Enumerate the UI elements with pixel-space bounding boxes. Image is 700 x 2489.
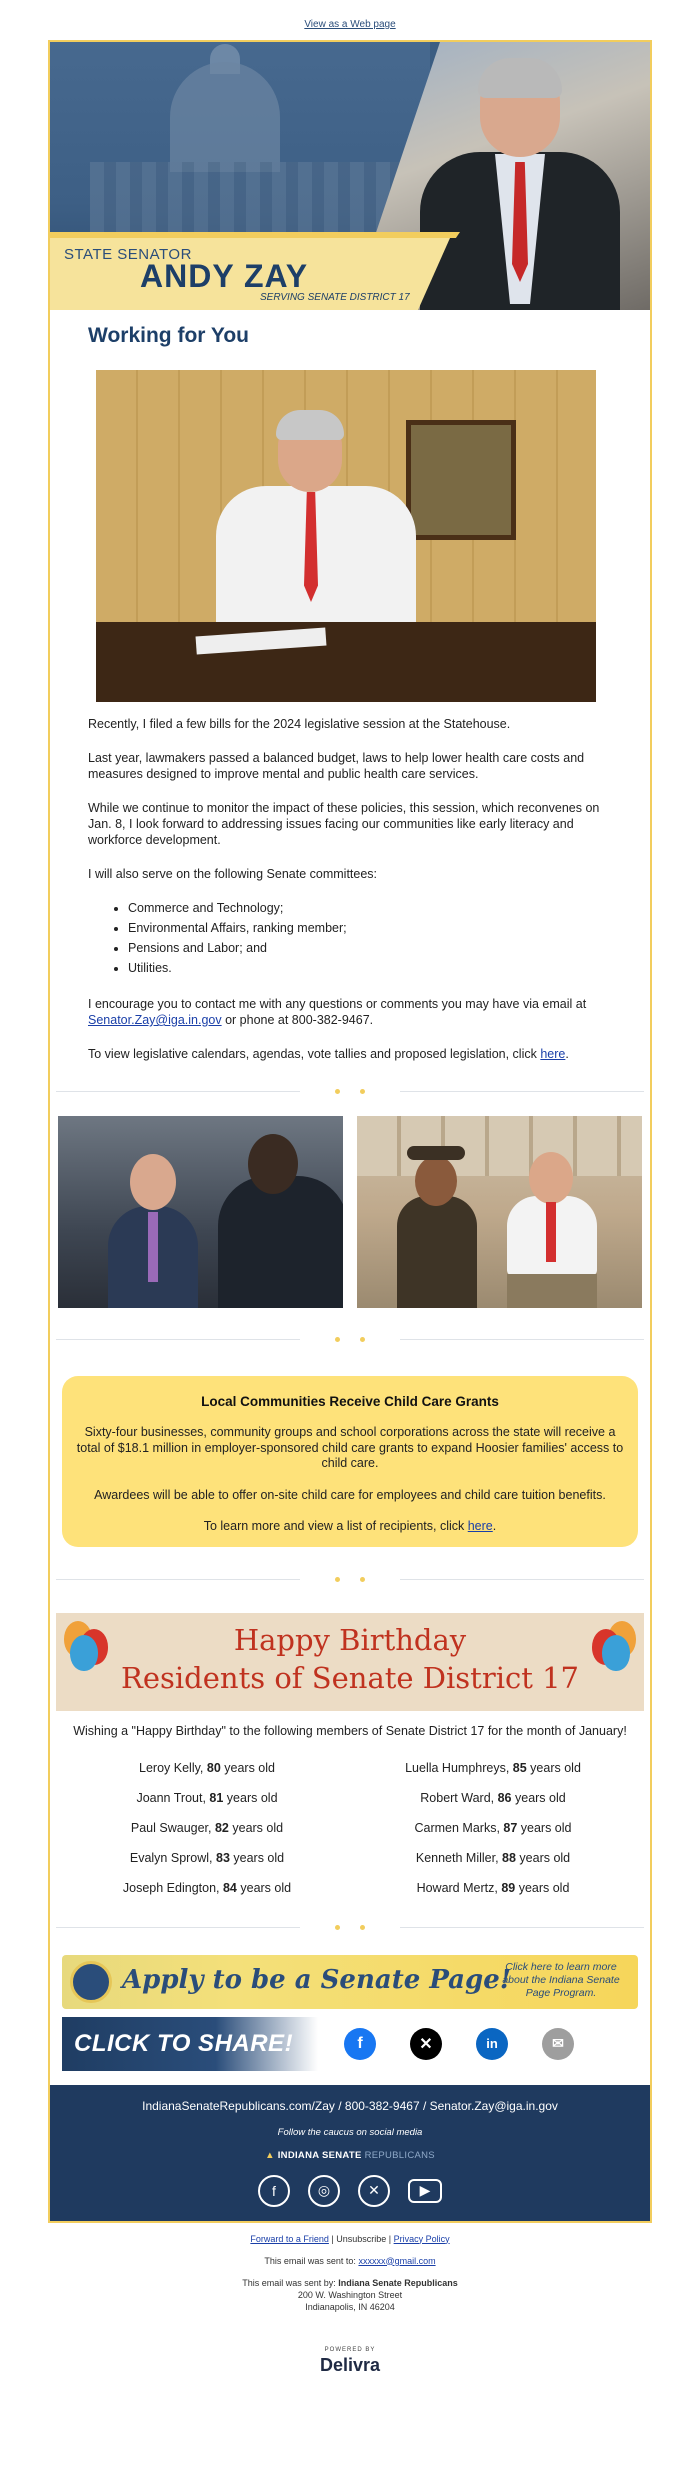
childcare-paragraph: Sixty-four businesses, community groups and school corporations across the state will receive a total of $18.1 million in employer-sponsored child care grants to expand Hoosier families' access to child care. bbox=[76, 1425, 624, 1470]
paragraph: While we continue to monitor the impact of these policies, this session, which reconvenes on Jan. 8, I look forward to addressing issues facing our communities like early literacy and workforce development. bbox=[88, 801, 600, 847]
divider bbox=[50, 1084, 650, 1098]
main-content bbox=[50, 310, 650, 1062]
footer-follow: Follow the caucus on social media bbox=[277, 2126, 423, 2138]
legal-links: Forward to a Friend | Unsubscribe | Privacy Policy bbox=[250, 2233, 450, 2244]
email-link[interactable]: Senator.Zay@iga.in.gov bbox=[88, 1013, 222, 1027]
birthday-subtitle: Residents of Senate District 17 bbox=[121, 1660, 579, 1695]
youtube-icon[interactable]: ▶ bbox=[408, 2179, 442, 2203]
calendar-link[interactable]: here bbox=[540, 1047, 566, 1061]
email-icon[interactable]: ✉ bbox=[542, 2028, 574, 2060]
list-item: • Pensions and Labor; and bbox=[128, 938, 612, 958]
facebook-icon[interactable]: f bbox=[258, 2175, 290, 2207]
powered-by: POWERED BY bbox=[324, 2346, 376, 2353]
instagram-icon[interactable]: ◎ bbox=[308, 2175, 340, 2207]
click-to-share-button[interactable]: CLICK TO SHARE! bbox=[62, 2017, 318, 2071]
paragraph: Recently, I filed a few bills for the 2024 legislative session at the Statehouse. bbox=[88, 717, 511, 731]
list-item: • Environmental Affairs, ranking member; bbox=[128, 918, 612, 938]
senator-desk-photo bbox=[96, 370, 596, 702]
birthday-banner bbox=[56, 1613, 644, 1711]
view-web-link[interactable]: View as a Web page bbox=[304, 19, 396, 30]
header-title-line: STATE SENATOR bbox=[64, 246, 192, 263]
senator-photo bbox=[420, 62, 620, 310]
divider bbox=[50, 1573, 650, 1587]
birthday-entry: Luella Humphreys, 85 years old bbox=[405, 1760, 581, 1775]
paragraph: I will also serve on the following Senate committees: bbox=[88, 867, 378, 881]
birthday-entry: Paul Swauger, 82 years old bbox=[130, 1820, 284, 1835]
forward-link[interactable]: Forward to a Friend bbox=[250, 2233, 329, 2244]
list-item: • Commerce and Technology; bbox=[128, 898, 612, 918]
divider bbox=[50, 1921, 650, 1935]
birthday-entry: Robert Ward, 86 years old bbox=[420, 1790, 566, 1805]
divider bbox=[50, 1332, 650, 1346]
recipient-email[interactable]: xxxxxx@gmail.com bbox=[358, 2255, 436, 2266]
dome-icon: ▲ bbox=[265, 2149, 278, 2161]
birthday-list bbox=[50, 1761, 650, 1921]
childcare-paragraph: To learn more and view a list of recipients, click here. bbox=[203, 1519, 497, 1533]
birthday-entry: Kenneth Miller, 88 years old bbox=[415, 1850, 571, 1865]
share-row bbox=[50, 2017, 650, 2085]
capitol-dome bbox=[170, 62, 280, 172]
calendar-paragraph: To view legislative calendars, agendas, vote tallies and proposed legislation, click here. bbox=[88, 1047, 569, 1061]
delivra-logo[interactable]: Delivra bbox=[319, 2354, 381, 2375]
senate-page-title: Apply to be a Senate Page! bbox=[122, 1964, 512, 1995]
facebook-icon[interactable]: f bbox=[344, 2028, 376, 2060]
birthday-entry: Evalyn Sprowl, 83 years old bbox=[129, 1850, 285, 1865]
contact-paragraph: I encourage you to contact me with any questions or comments you may have via email at Senator.Zay@iga.in.gov or phone at 800-382-9467. bbox=[88, 997, 587, 1027]
recipients-link[interactable]: here bbox=[467, 1519, 493, 1533]
birthday-entry: Joseph Edington, 84 years old bbox=[122, 1880, 292, 1895]
paragraph: Last year, lawmakers passed a balanced budget, laws to help lower health care costs and measures designed to improve mental and public health care services. bbox=[88, 751, 585, 781]
sent-by: This email was sent by: Indiana Senate Republicans bbox=[242, 2277, 458, 2288]
privacy-link[interactable]: Privacy Policy bbox=[393, 2233, 450, 2244]
caucus-logo: ▲ INDIANA SENATE REPUBLICANS bbox=[265, 2149, 435, 2161]
share-icons bbox=[344, 2028, 574, 2060]
committee-list bbox=[128, 898, 612, 978]
legal-footer bbox=[0, 2223, 700, 2313]
senator-name: ANDY ZAY bbox=[140, 258, 309, 294]
x-icon[interactable]: ✕ bbox=[410, 2028, 442, 2060]
sent-to: This email was sent to: xxxxxx@gmail.com bbox=[264, 2255, 436, 2266]
birthday-entry: Leroy Kelly, 80 years old bbox=[139, 1760, 275, 1775]
header-banner bbox=[50, 42, 650, 310]
senate-page-learn-more[interactable]: Click here to learn more about the Indiana Senate Page Program. bbox=[502, 1960, 620, 1999]
birthday-entry: Carmen Marks, 87 years old bbox=[414, 1820, 572, 1835]
birthday-intro: Wishing a "Happy Birthday" to the following members of Senate District 17 for the month of January! bbox=[73, 1723, 627, 1738]
linkedin-icon[interactable]: in bbox=[476, 2028, 508, 2060]
birthday-title: Happy Birthday bbox=[233, 1622, 467, 1657]
footer-social bbox=[50, 2175, 650, 2207]
list-item: • Utilities. bbox=[128, 958, 612, 978]
childcare-paragraph: Awardees will be able to offer on-site child care for employees and child care tuition benefits. bbox=[94, 1487, 606, 1502]
photo-senate-chamber bbox=[58, 1116, 343, 1308]
address-line: Indianapolis, IN 46204 bbox=[305, 2301, 395, 2312]
district-line: SERVING SENATE DISTRICT 17 bbox=[260, 292, 410, 303]
childcare-callout bbox=[62, 1376, 638, 1547]
unsubscribe-link[interactable]: Unsubscribe bbox=[336, 2233, 387, 2244]
senate-page-banner[interactable] bbox=[62, 1955, 638, 2009]
photo-sheriff-meeting bbox=[357, 1116, 642, 1308]
birthday-entry: Joann Trout, 81 years old bbox=[136, 1790, 278, 1805]
address-line: 200 W. Washington Street bbox=[297, 2289, 403, 2300]
birthday-entry: Howard Mertz, 89 years old bbox=[416, 1880, 570, 1895]
wall-painting bbox=[406, 420, 516, 540]
photo-row bbox=[50, 1098, 650, 1332]
section-title: Working for You bbox=[88, 324, 249, 347]
x-icon[interactable]: ✕ bbox=[358, 2175, 390, 2207]
top-bar bbox=[0, 0, 700, 40]
footer bbox=[50, 2085, 650, 2221]
state-seal-icon bbox=[70, 1961, 112, 2003]
email-frame bbox=[48, 40, 652, 2223]
childcare-title: Local Communities Receive Child Care Grants bbox=[201, 1394, 499, 1409]
footer-contact[interactable]: IndianaSenateRepublicans.com/Zay / 800-382-9467 / Senator.Zay@iga.in.gov bbox=[142, 2098, 558, 2113]
